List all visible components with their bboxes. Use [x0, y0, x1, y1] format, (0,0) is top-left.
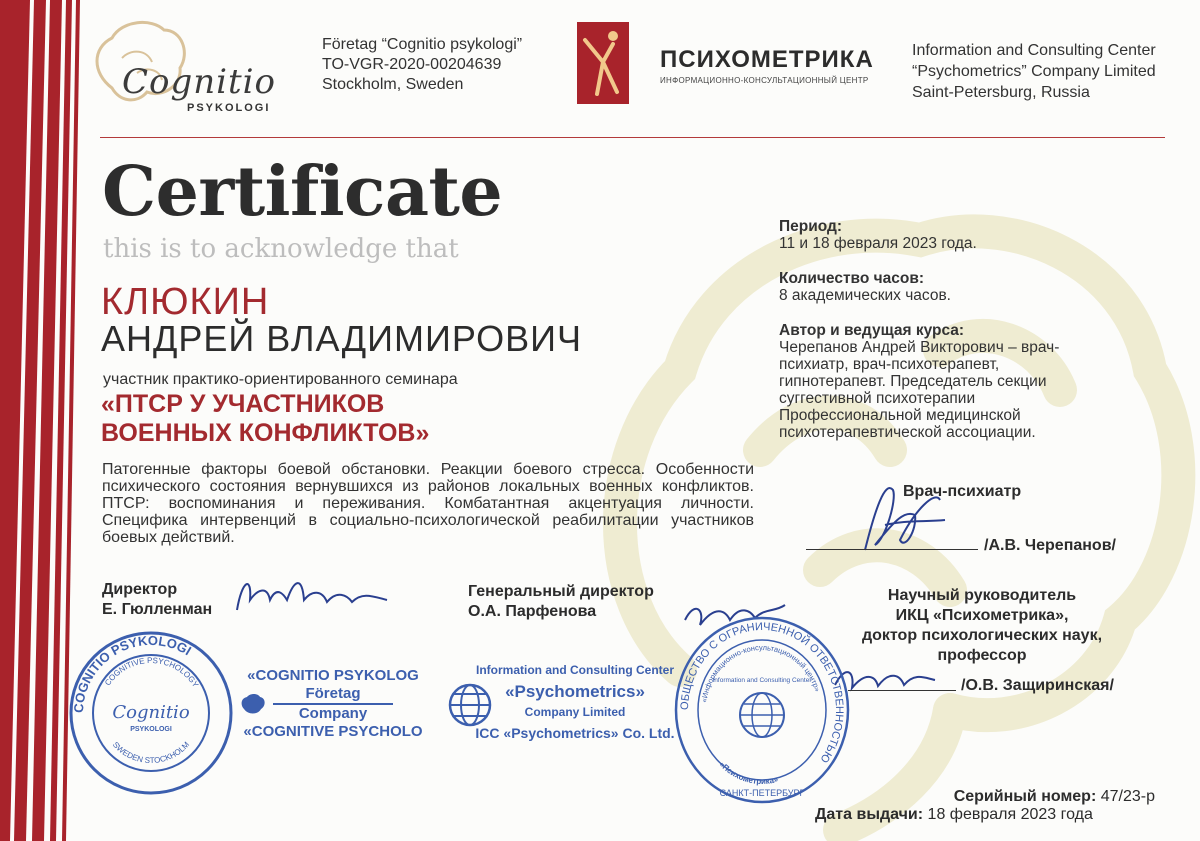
- stamp-inner-bottom: SWEDEN STOCKHOLM: [110, 740, 192, 766]
- author-value: Черепанов Андрей Викторович – врач-психиатр, врач-психотерапевт, гипнотерапевт. Председатель секции суггестивной психотерапии Профессиональной медицинской психотерапевтической ассоциации.: [779, 339, 1060, 441]
- author-label: Автор и ведущая курса:: [779, 322, 965, 339]
- signature-gyllenman: [232, 570, 392, 620]
- issue-value: 18 февраля 2023 года: [927, 806, 1093, 823]
- stamp-line: «Psychometrics»: [505, 682, 645, 701]
- company-line: Saint-Petersburg, Russia: [912, 84, 1090, 101]
- company-info-sweden: [322, 35, 522, 95]
- stamp-line: «COGNITIVE PSYCHOLO: [243, 723, 423, 740]
- serial-label: Серийный номер:: [953, 788, 1097, 805]
- company-line: Information and Consulting Center: [912, 42, 1156, 59]
- psychiatrist-name: /А.В. Черепанов/: [984, 537, 1116, 554]
- stamp-ring-text: ОБЩЕСТВО С ОГРАНИЧЕННОЙ ОТВЕТСТВЕННОСТЬЮ: [678, 620, 846, 765]
- cognitio-text-stamp: [233, 667, 433, 741]
- stamp-line: Company Limited: [524, 705, 626, 719]
- company-line: “Psychometrics” Company Limited: [912, 63, 1156, 80]
- general-director-name: О.А. Парфенова: [468, 603, 597, 620]
- company-line: Stockholm, Sweden: [322, 76, 464, 93]
- general-director-block: [468, 582, 654, 622]
- company-line: Företag “Cognitio psykologi”: [322, 36, 523, 53]
- certificate-title: Certificate: [102, 152, 503, 232]
- stamp-inner-top: COGNITIVE PSYCHOLOGY: [103, 655, 201, 690]
- psychometrica-title: ПСИХОМЕТРИКА: [660, 46, 874, 73]
- svg-text:«Психометрика»: [717, 760, 779, 786]
- supervisor-line: профессор: [937, 647, 1027, 664]
- recipient-given-name: АНДРЕЙ ВЛАДИМИРОВИЧ: [101, 318, 582, 359]
- signature-line: [848, 690, 956, 691]
- psychometrica-logo-icon: [577, 22, 629, 104]
- stamp-center-sub: PSYKOLOGI: [130, 726, 172, 733]
- header-divider: [100, 137, 1165, 138]
- stamp-bottom-text: «Психометрика»: [717, 759, 780, 787]
- serial-value: 47/23-р: [1100, 788, 1155, 805]
- course-title: [101, 390, 429, 448]
- director-title: Директор: [102, 581, 178, 598]
- psychometrics-text-stamp: [470, 660, 680, 744]
- issue-label: Дата выдачи:: [815, 806, 924, 823]
- supervisor-line: ИКЦ «Психометрика»,: [895, 607, 1069, 624]
- stamp-line: Company: [273, 703, 393, 723]
- cognitio-logo-sub: PSYKOLOGI: [187, 102, 271, 114]
- period-label: Период:: [779, 218, 843, 235]
- cognitio-logo-script: Cognitio: [122, 62, 277, 102]
- supervisor-block: [812, 586, 1152, 666]
- director-block: [102, 580, 212, 620]
- supervisor-name: /О.В. Защиринская/: [961, 677, 1114, 694]
- svg-text:COGNITIVE PSYCHOLOGY: [103, 656, 201, 690]
- period-value: 11 и 18 февраля 2023 года.: [779, 235, 977, 252]
- company-info-russia: [912, 40, 1156, 103]
- svg-text:SWEDEN STOCKHOLM: [111, 740, 191, 765]
- stamp-city: САНКТ-ПЕТЕРБУРГ: [719, 788, 805, 798]
- stamp-ring-text: COGNITIO PSYKOLOGI: [70, 632, 194, 714]
- hours-label: Количество часов:: [779, 270, 925, 287]
- cognitio-logo: [92, 18, 302, 114]
- course-info: [779, 218, 1109, 459]
- recipient-surname: КЛЮКИН: [101, 281, 270, 323]
- stamp-inner-en: Information and Consulting Center: [712, 677, 812, 684]
- course-description: Патогенные факторы боевой обстановки. Реакции боевого стресса. Особенности психического состояния вернувшихся из районов локальных военных конфликтов. ПТСР: воспоминания и переживания. Комбатантная акцентуация личности. Специфика интервенций в социально-психологической реабилитации участников боевых действий.: [102, 461, 754, 546]
- issue-date: [815, 806, 1093, 824]
- psychometrics-round-stamp: [672, 610, 852, 810]
- cognitio-round-stamp: [66, 628, 236, 798]
- signature-line: [806, 549, 978, 550]
- signature-cherepanov: [845, 470, 955, 560]
- general-director-title: Генеральный директор: [468, 583, 654, 600]
- serial-number: [855, 786, 1155, 807]
- participant-text: участник практико-ориентированного семинара: [103, 371, 458, 388]
- company-line: TO-VGR-2020-00204639: [322, 56, 502, 73]
- supervisor-line: доктор психологических наук,: [861, 627, 1103, 644]
- director-name: Е. Гюлленман: [102, 601, 213, 618]
- stamp-inner-text: «Информационно-консультационный центр»: [699, 642, 823, 704]
- stamp-line: «COGNITIO PSYKOLOG: [247, 667, 419, 684]
- hours-value: 8 академических часов.: [779, 287, 951, 304]
- stamp-center-text: Cognitio: [112, 702, 190, 723]
- course-title-line: «ПТСР У УЧАСТНИКОВ: [101, 390, 385, 418]
- svg-text:«Информационно-консультационны: [699, 643, 822, 703]
- psychometrica-subtitle: ИНФОРМАЦИОННО-КОНСУЛЬТАЦИОННЫЙ ЦЕНТР: [660, 76, 869, 85]
- certificate-subtitle: this is to acknowledge that: [103, 234, 459, 264]
- stamp-line: ICC «Psychometrics» Co. Ltd.: [475, 725, 675, 741]
- psychiatrist-title: Врач-психиатр: [903, 483, 1022, 500]
- stamp-line: Företag: [305, 685, 361, 702]
- course-title-line: ВОЕННЫХ КОНФЛИКТОВ»: [101, 419, 430, 447]
- stamp-line: Information and Consulting Center: [476, 663, 674, 677]
- supervisor-line: Научный руководитель: [887, 587, 1077, 604]
